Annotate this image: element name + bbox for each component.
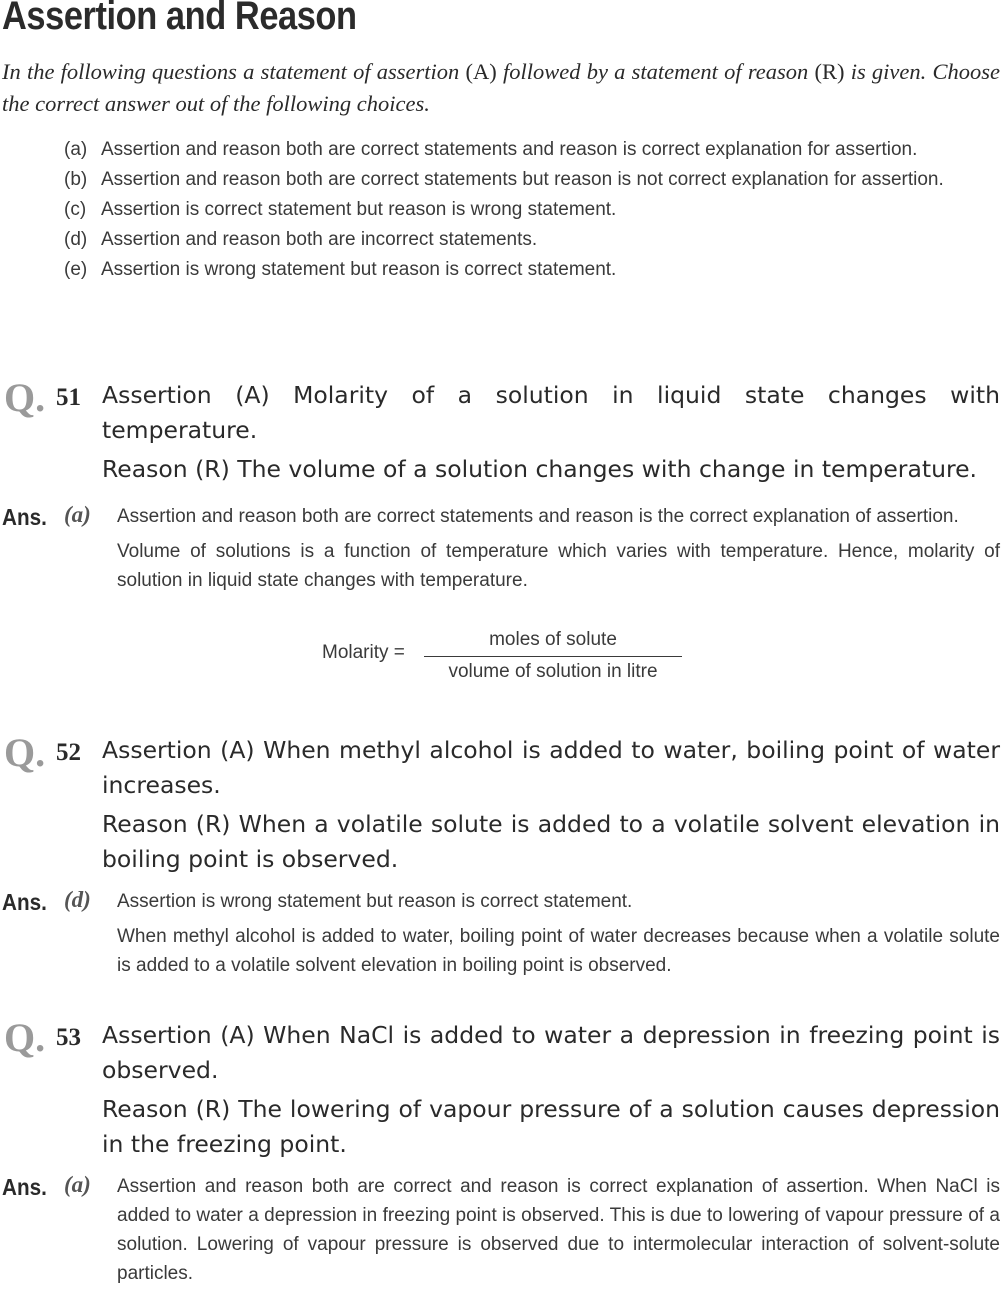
- choice-item: [64, 136, 1000, 164]
- intro-text-3: is given. Choose the correct answer out of the following choices.: [2, 59, 1000, 116]
- formula-denominator: volume of solution in litre: [448, 661, 658, 682]
- question-marker: Q.: [4, 375, 46, 420]
- explanation-text: When methyl alcohol is added to water, boiling point of water decreases because when a volatile solute is added to a volatile solvent elevation in boiling point is observed.: [117, 926, 1000, 976]
- answer-option: (d): [64, 887, 91, 912]
- intro-paragraph: [2, 56, 1000, 120]
- answer-body: [117, 887, 1000, 986]
- answer-label: Ans.: [2, 1174, 47, 1200]
- question-number: 53: [56, 1024, 81, 1051]
- reason-text: Reason (R) The lowering of vapour pressure of a solution causes depression in the freezing point.: [102, 1095, 1000, 1158]
- choice-text: Assertion and reason both are correct statements and reason is correct explanation for assertion.: [101, 139, 918, 160]
- answer-option: (a): [64, 1172, 91, 1197]
- question-body: [102, 1018, 1000, 1166]
- answer-option: (a): [64, 502, 91, 527]
- assertion-text: Assertion (A) When methyl alcohol is added to water, boiling point of water increases.: [102, 736, 1000, 799]
- question-number: 51: [56, 384, 81, 411]
- intro-assertion-symbol: (A): [465, 59, 497, 84]
- choice-text: Assertion and reason both are incorrect statements.: [101, 229, 538, 250]
- choice-label: (b): [64, 169, 88, 190]
- explanation-text: Volume of solutions is a function of temperature which varies with temperature. Hence, molarity of solution in liquid state changes with temperature.: [117, 541, 1000, 591]
- answer-body: [117, 502, 1000, 601]
- answer-text: Assertion is wrong statement but reason is correct statement.: [117, 891, 633, 912]
- answer-label: Ans.: [2, 504, 47, 530]
- reason-text: Reason (R) The volume of a solution changes with change in temperature.: [102, 455, 978, 483]
- intro-text-1: In the following questions a statement of assertion: [2, 59, 466, 84]
- formula-fraction: [424, 626, 682, 687]
- choice-label: (d): [64, 229, 88, 250]
- assertion-text: Assertion (A) Molarity of a solution in liquid state changes with temperature.: [102, 381, 1000, 444]
- reason-text: Reason (R) When a volatile solute is added to a volatile solvent elevation in boiling point is observed.: [102, 810, 1000, 873]
- choice-label: (a): [64, 139, 88, 160]
- choices-list: [64, 136, 1000, 286]
- assertion-text: Assertion (A) When NaCl is added to water a depression in freezing point is observed.: [102, 1021, 1000, 1084]
- choice-label: (e): [64, 259, 88, 280]
- choice-item: [64, 166, 1000, 194]
- answer-text: Assertion and reason both are correct and reason is correct explanation of assertion. When NaCl is added to water a depression in freezing point is observed. This is due to lowering of vapour pressure of a solution. Lowering of vapour pressure is observed due to intermolecular interaction of solvent-solute particles.: [117, 1176, 1000, 1284]
- intro-reason-symbol: (R): [814, 59, 845, 84]
- question-marker: Q.: [4, 1015, 46, 1060]
- choice-text: Assertion and reason both are correct statements but reason is not correct explanation for assertion.: [101, 169, 944, 190]
- choice-text: Assertion is correct statement but reason is wrong statement.: [101, 199, 617, 220]
- formula-lhs: Molarity =: [322, 642, 405, 663]
- choice-label: (c): [64, 199, 87, 220]
- question-body: [102, 378, 1000, 491]
- choice-item: [64, 196, 1000, 224]
- answer-text: Assertion and reason both are correct statements and reason is the correct explanation of assertion.: [117, 506, 959, 527]
- answer-body: [117, 1172, 1000, 1294]
- answer-label: Ans.: [2, 889, 47, 915]
- section-heading: Assertion and Reason: [2, 0, 357, 38]
- question-body: [102, 733, 1000, 881]
- choice-item: [64, 256, 1000, 284]
- question-number: 52: [56, 739, 81, 766]
- choice-item: [64, 226, 1000, 254]
- choice-text: Assertion is wrong statement but reason is correct statement.: [101, 259, 617, 280]
- question-marker: Q.: [4, 730, 46, 775]
- formula-numerator: moles of solute: [489, 629, 617, 650]
- intro-text-2: followed by a statement of reason: [496, 59, 815, 84]
